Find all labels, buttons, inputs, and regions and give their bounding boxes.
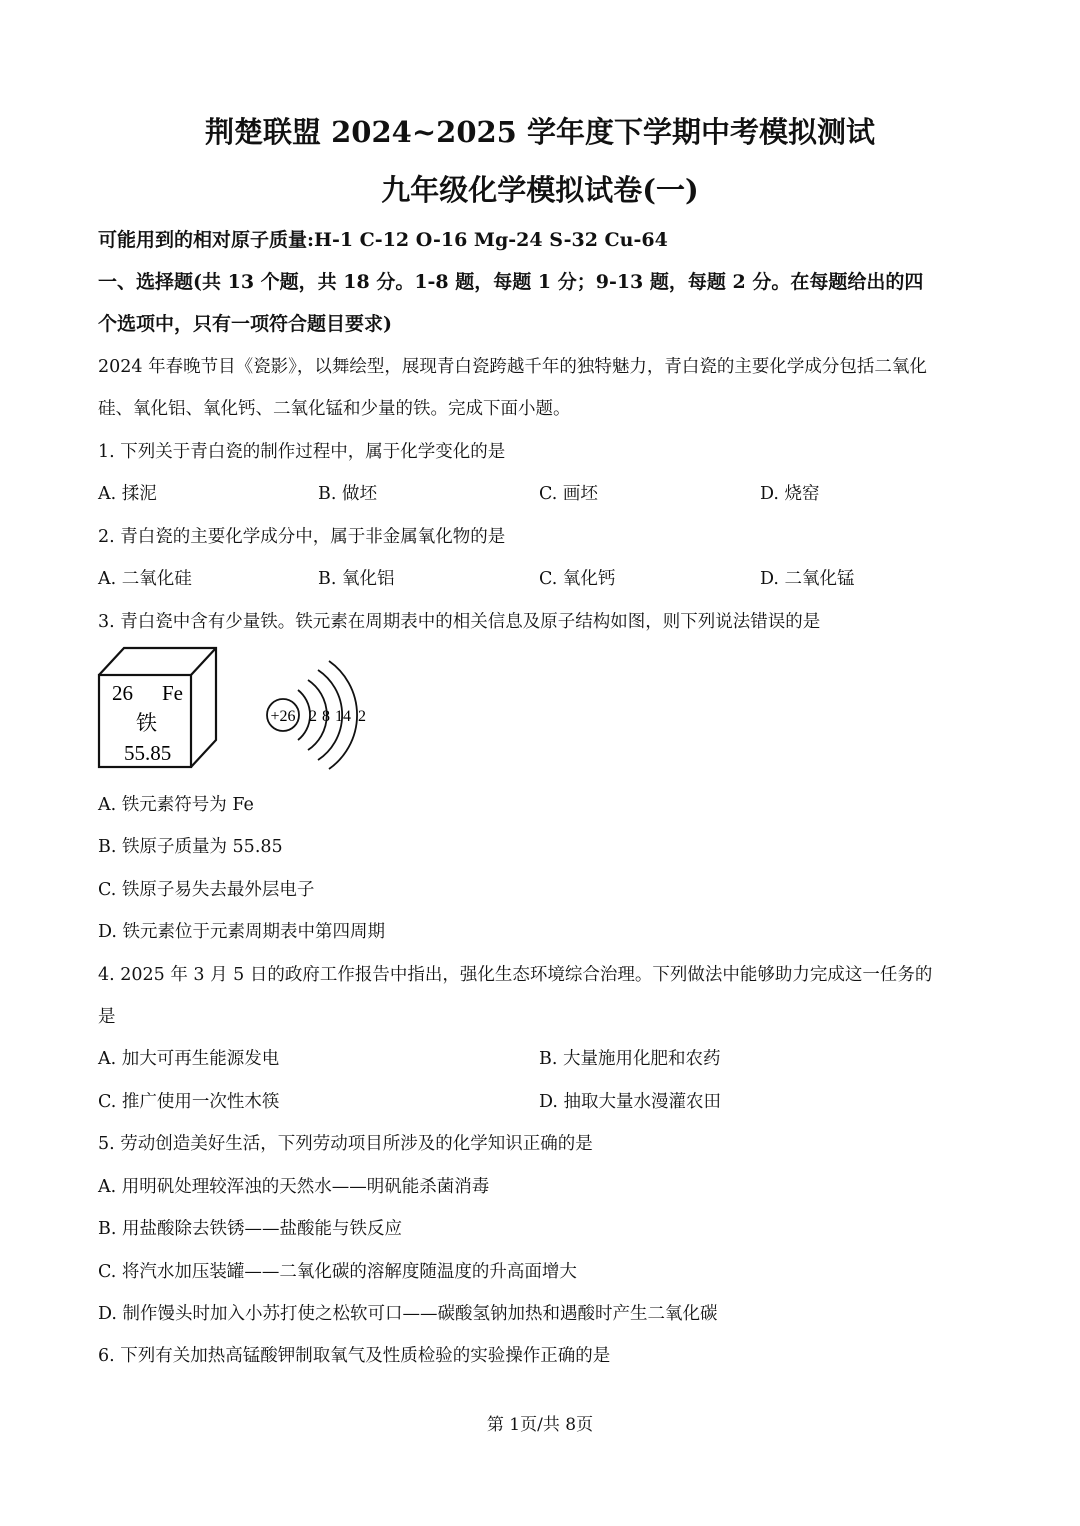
question-2-option-b: B. 氧化铝 <box>318 569 395 589</box>
question-3-option-a: A. 铁元素符号为 Fe <box>98 795 254 815</box>
question-1-stem: 1. 下列关于青白瓷的制作过程中，属于化学变化的是 <box>98 442 506 462</box>
question-5-option-c: C. 将汽水加压装罐——二氧化碳的溶解度随温度的升高面增大 <box>98 1262 577 1282</box>
passage-line2: 硅、氧化铝、氧化钙、二氧化锰和少量的铁。完成下面小题。 <box>98 399 571 419</box>
question-4-stem-line2: 是 <box>98 1007 116 1027</box>
passage-line1: 2024 年春晚节目《瓷影》，以舞绘型，展现青白瓷跨越千年的独特魅力，青白瓷的主要化学成分包括二氧化 <box>98 357 927 377</box>
question-5-option-a: A. 用明矾处理较浑浊的天然水——明矾能杀菌消毒 <box>98 1177 490 1197</box>
exam-subtitle: 九年级化学模拟试卷(一) <box>381 173 699 207</box>
element-name: 铁 <box>136 711 157 735</box>
nucleus-charge: +26 <box>270 708 296 725</box>
question-2-option-a: A. 二氧化硅 <box>98 569 192 589</box>
question-4-option-b: B. 大量施用化肥和农药 <box>539 1049 721 1069</box>
iron-figure <box>96 645 396 775</box>
question-4-option-c: C. 推广使用一次性木筷 <box>98 1092 280 1112</box>
question-1-option-a: A. 揉泥 <box>98 484 157 504</box>
element-mass: 55.85 <box>124 741 172 765</box>
iron-figure-svg <box>96 645 396 775</box>
question-4-option-a: A. 加大可再生能源发电 <box>98 1049 280 1069</box>
shell-1-electrons: 2 <box>309 708 317 725</box>
atomic-masses: 可能用到的相对原子质量:H-1 C-12 O-16 Mg-24 S-32 Cu-64 <box>98 229 668 251</box>
question-3-stem: 3. 青白瓷中含有少量铁。铁元素在周期表中的相关信息及原子结构如图，则下列说法错误的是 <box>98 612 821 632</box>
section-heading-line2: 个选项中，只有一项符合题目要求) <box>98 313 392 335</box>
element-symbol: Fe <box>162 681 183 705</box>
shell-4-electrons: 2 <box>358 708 366 725</box>
question-5-option-b: B. 用盐酸除去铁锈——盐酸能与铁反应 <box>98 1219 402 1239</box>
question-4-option-d: D. 抽取大量水漫灌农田 <box>539 1092 722 1112</box>
question-1-option-b: B. 做坯 <box>318 484 377 504</box>
question-2-stem: 2. 青白瓷的主要化学成分中，属于非金属氧化物的是 <box>98 527 506 547</box>
question-1-option-c: C. 画坯 <box>539 484 598 504</box>
shell-3-electrons: 14 <box>335 708 351 725</box>
question-3-option-b: B. 铁原子质量为 55.85 <box>98 837 283 857</box>
question-6-stem: 6. 下列有关加热高锰酸钾制取氧气及性质检验的实验操作正确的是 <box>98 1346 611 1366</box>
page-number: 第 1页/共 8页 <box>486 1415 594 1435</box>
question-2-option-c: C. 氧化钙 <box>539 569 616 589</box>
question-4-stem-line1: 4. 2025 年 3 月 5 日的政府工作报告中指出，强化生态环境综合治理。下列做法中能够助力完成这一任务的 <box>98 965 933 985</box>
element-number: 26 <box>112 681 133 705</box>
question-5-option-d: D. 制作馒头时加入小苏打使之松软可口——碳酸氢钠加热和遇酸时产生二氧化碳 <box>98 1304 718 1324</box>
question-3-option-d: D. 铁元素位于元素周期表中第四周期 <box>98 922 386 942</box>
question-1-option-d: D. 烧窑 <box>760 484 820 504</box>
question-3-option-c: C. 铁原子易失去最外层电子 <box>98 880 315 900</box>
section-heading-line1: 一、选择题(共 13 个题，共 18 分。1-8 题，每题 1 分；9-13 题，每题 2 分。在每题给出的四 <box>98 271 924 293</box>
question-2-option-d: D. 二氧化锰 <box>760 569 855 589</box>
exam-title: 荆楚联盟 2024~2025 学年度下学期中考模拟测试 <box>205 115 875 149</box>
question-5-stem: 5. 劳动创造美好生活，下列劳动项目所涉及的化学知识正确的是 <box>98 1134 593 1154</box>
shell-2-electrons: 8 <box>322 708 330 725</box>
